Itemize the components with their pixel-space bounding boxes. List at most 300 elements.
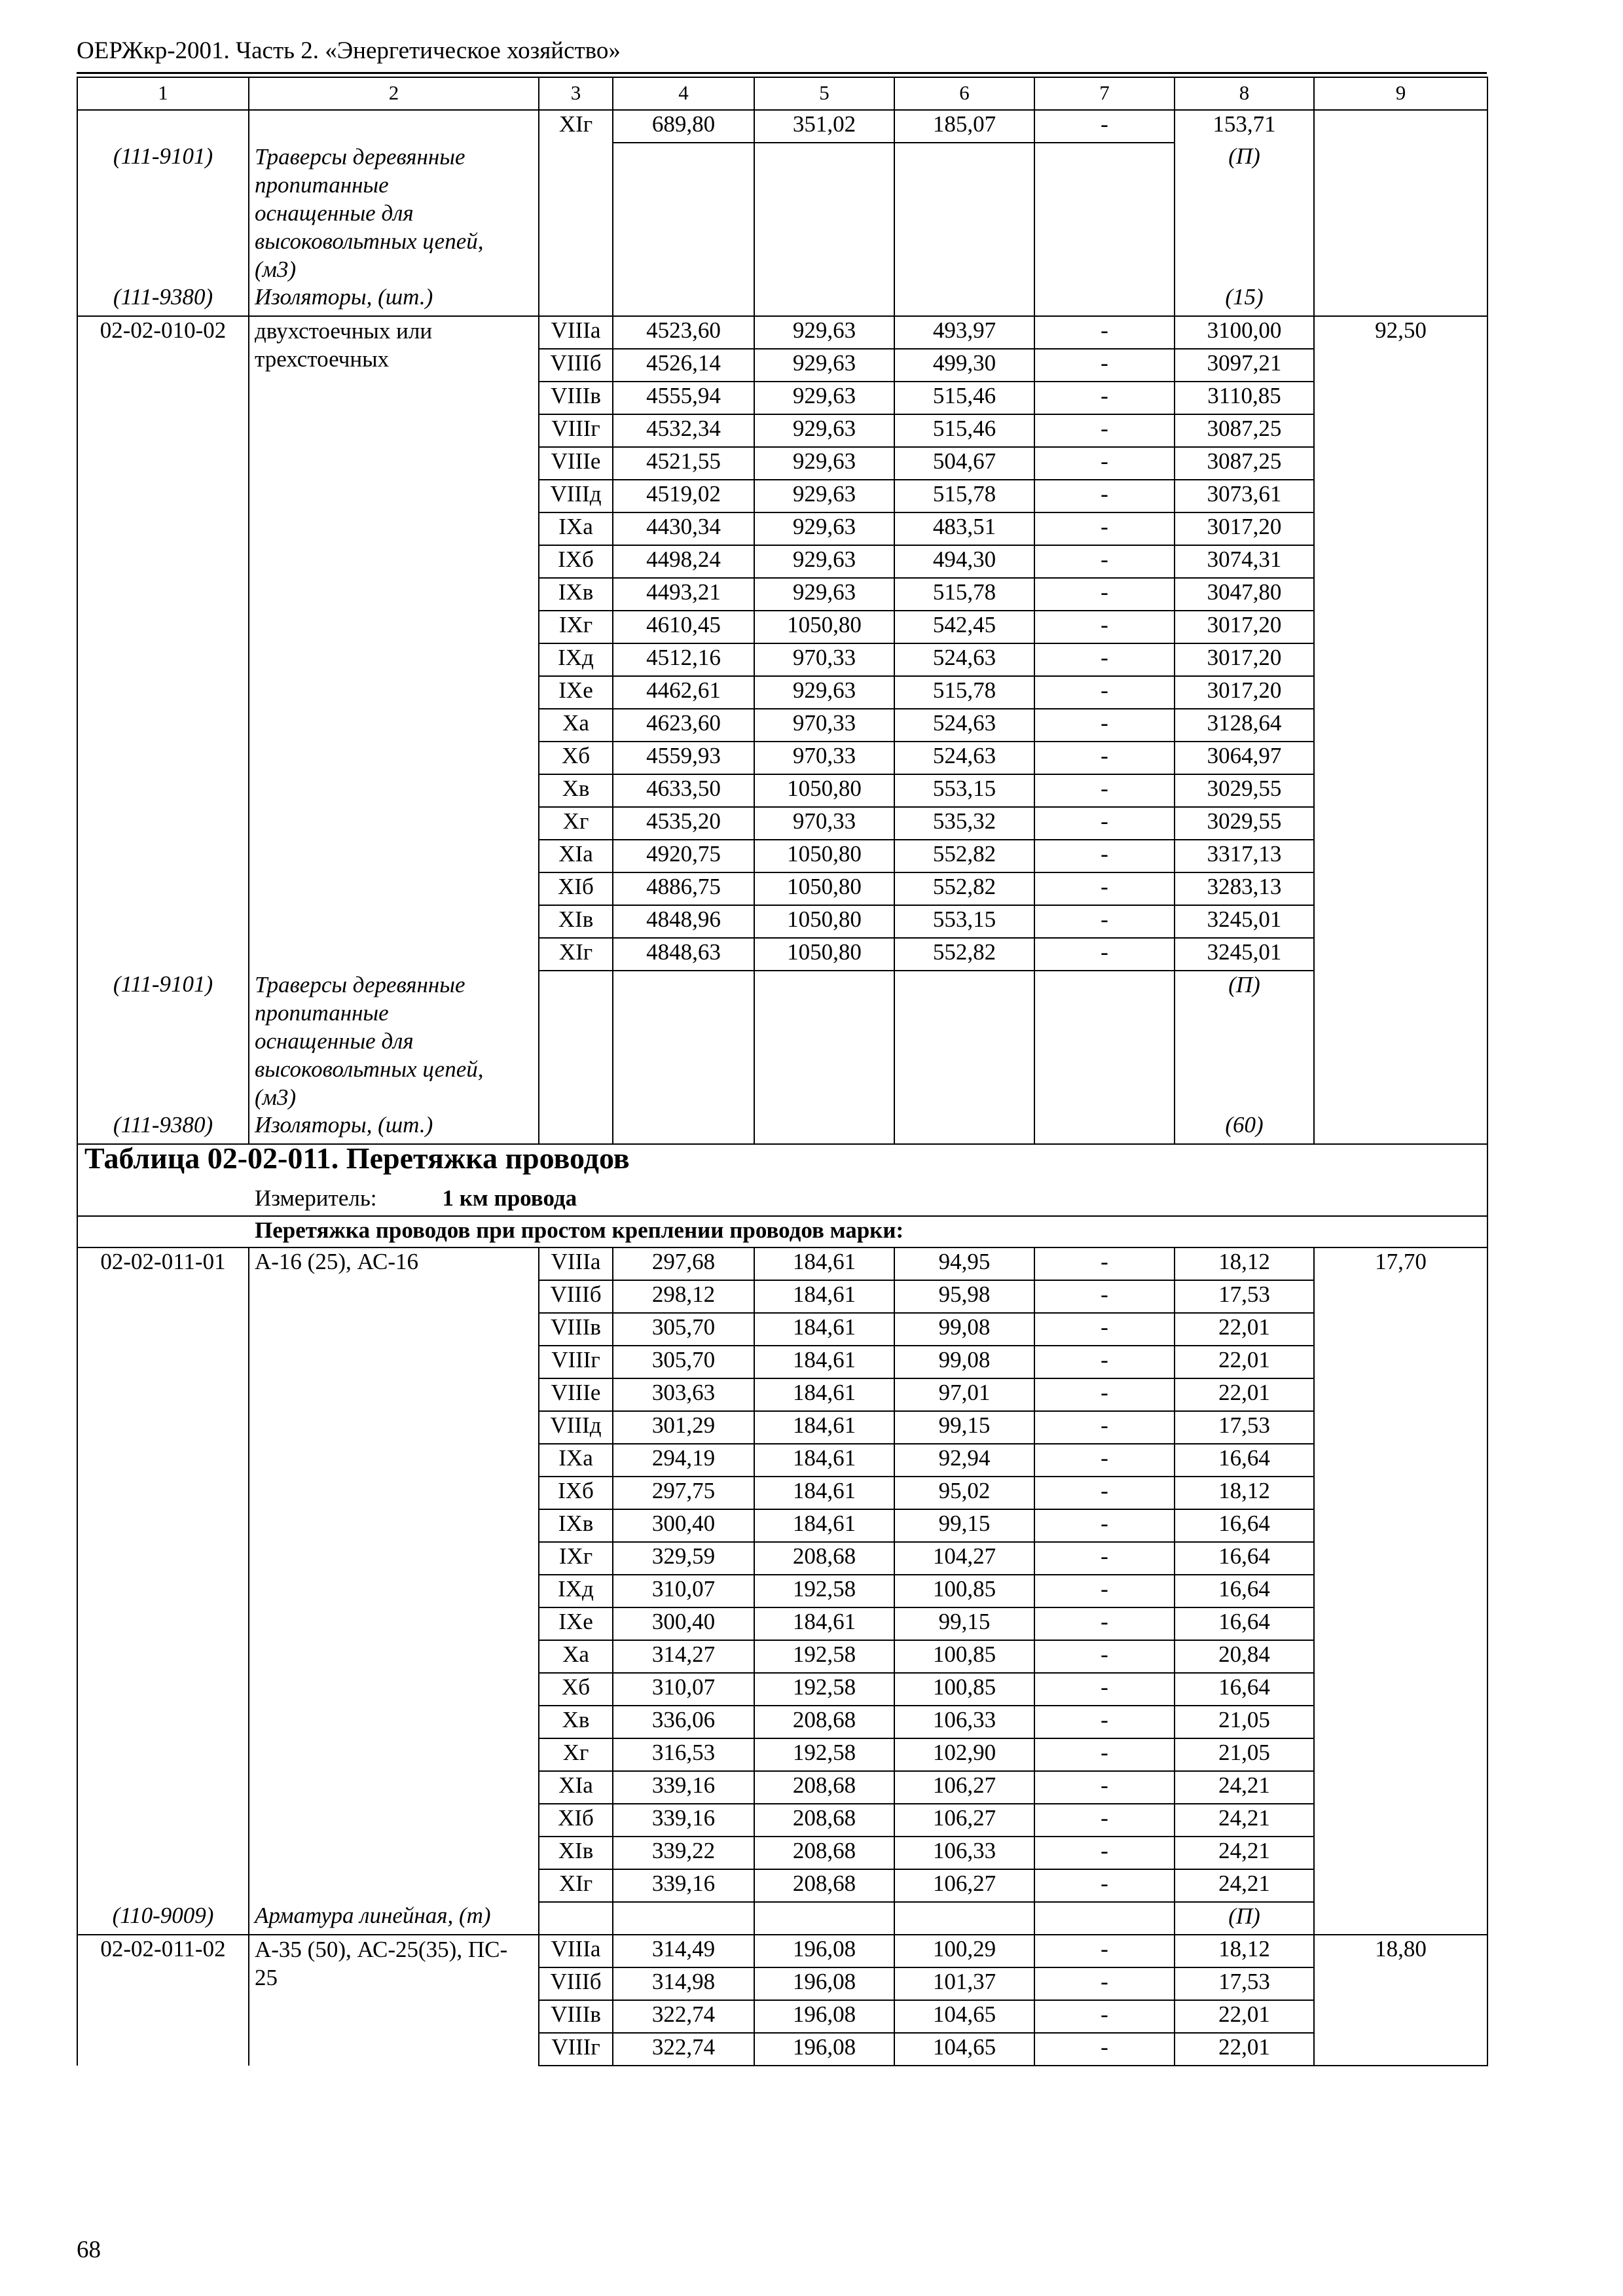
climate-zone-cell: VIIIе bbox=[539, 1378, 613, 1411]
materials-cost-cell: 3017,20 bbox=[1175, 676, 1314, 709]
cell-line: высоковольтных цепей, bbox=[255, 1056, 484, 1082]
materials-cost-cell: 3097,21 bbox=[1175, 349, 1314, 382]
material-name-cell: Изоляторы, (шт.) bbox=[249, 1111, 539, 1144]
climate-zone-cell: VIIIд bbox=[539, 1411, 613, 1444]
materials-cost-cell: 24,21 bbox=[1175, 1837, 1314, 1869]
wages-cell: 1050,80 bbox=[754, 938, 894, 971]
machinery-cell: 553,15 bbox=[894, 774, 1034, 807]
total-cost-cell: 4623,60 bbox=[613, 709, 754, 742]
machinery-cell: 104,65 bbox=[894, 2033, 1034, 2066]
total-cost-cell: 4462,61 bbox=[613, 676, 754, 709]
climate-zone-cell: Хв bbox=[539, 774, 613, 807]
machinery-cell: 493,97 bbox=[894, 316, 1034, 349]
drivers-wages-cell: - bbox=[1034, 349, 1175, 382]
header-rule bbox=[77, 72, 1487, 74]
wages-cell: 970,33 bbox=[754, 709, 894, 742]
material-qty-cell: (П) bbox=[1175, 971, 1314, 1111]
rate-code-cell: 02-02-011-01 bbox=[77, 1247, 249, 1902]
total-cost-cell: 4430,34 bbox=[613, 512, 754, 545]
wages-cell: 929,63 bbox=[754, 382, 894, 414]
empty-cell bbox=[613, 971, 754, 1144]
table-title-row bbox=[77, 1144, 1487, 1185]
drivers-wages-cell: - bbox=[1034, 1771, 1175, 1804]
machinery-cell: 515,78 bbox=[894, 480, 1034, 512]
machinery-cell: 97,01 bbox=[894, 1378, 1034, 1411]
rates-table bbox=[77, 77, 1488, 2066]
machinery-cell: 106,27 bbox=[894, 1804, 1034, 1837]
wages-cell: 184,61 bbox=[754, 1411, 894, 1444]
climate-zone-cell: Ха bbox=[539, 1640, 613, 1673]
rate-name-cell bbox=[249, 316, 539, 971]
total-cost-cell: 336,06 bbox=[613, 1706, 754, 1738]
total-cost-cell: 297,68 bbox=[613, 1247, 754, 1280]
materials-cost-cell: 22,01 bbox=[1175, 2000, 1314, 2033]
machinery-cell: 552,82 bbox=[894, 938, 1034, 971]
wages-cell: 196,08 bbox=[754, 2000, 894, 2033]
total-cost-cell: 339,16 bbox=[613, 1869, 754, 1902]
empty-cell bbox=[894, 1902, 1034, 1935]
column-number-row bbox=[77, 77, 1487, 110]
machinery-cell: 515,46 bbox=[894, 414, 1034, 447]
climate-zone-cell: Ха bbox=[539, 709, 613, 742]
materials-cost-cell: 3029,55 bbox=[1175, 774, 1314, 807]
wages-cell: 208,68 bbox=[754, 1706, 894, 1738]
climate-zone-cell: Хг bbox=[539, 1738, 613, 1771]
machinery-cell: 92,94 bbox=[894, 1444, 1034, 1477]
machinery-cell: 494,30 bbox=[894, 545, 1034, 578]
drivers-wages-cell: - bbox=[1034, 1706, 1175, 1738]
machinery-cell: 99,08 bbox=[894, 1346, 1034, 1378]
total-cost-cell: 339,16 bbox=[613, 1771, 754, 1804]
wages-cell: 192,58 bbox=[754, 1738, 894, 1771]
total-cost-cell: 339,16 bbox=[613, 1804, 754, 1837]
climate-zone-cell: VIIIа bbox=[539, 316, 613, 349]
climate-zone-cell: VIIIб bbox=[539, 1967, 613, 2000]
machinery-cell: 515,46 bbox=[894, 382, 1034, 414]
materials-cost-cell: 17,53 bbox=[1175, 1411, 1314, 1444]
column-number: 9 bbox=[1314, 77, 1487, 110]
drivers-wages-cell: - bbox=[1034, 1673, 1175, 1706]
wages-cell: 929,63 bbox=[754, 512, 894, 545]
total-cost-cell: 316,53 bbox=[613, 1738, 754, 1771]
materials-cost-cell: 3245,01 bbox=[1175, 905, 1314, 938]
empty-cell bbox=[754, 1902, 894, 1935]
drivers-wages-cell: - bbox=[1034, 611, 1175, 643]
drivers-wages-cell: - bbox=[1034, 480, 1175, 512]
wages-cell: 196,08 bbox=[754, 1935, 894, 1967]
climate-zone-cell: VIIIе bbox=[539, 447, 613, 480]
total-cost-cell: 322,74 bbox=[613, 2033, 754, 2066]
total-cost-cell: 322,74 bbox=[613, 2000, 754, 2033]
wages-cell: 929,63 bbox=[754, 578, 894, 611]
machinery-cell: 101,37 bbox=[894, 1967, 1034, 2000]
materials-cost-cell: 16,64 bbox=[1175, 1575, 1314, 1607]
machinery-cell: 535,32 bbox=[894, 807, 1034, 840]
cell-line: оснащенные для bbox=[255, 200, 414, 226]
machinery-cell: 515,78 bbox=[894, 578, 1034, 611]
wages-cell: 929,63 bbox=[754, 447, 894, 480]
labor-cell bbox=[1314, 110, 1487, 316]
materials-cost-cell: 17,53 bbox=[1175, 1967, 1314, 2000]
empty-cell bbox=[754, 971, 894, 1144]
materials-cost-cell: 3087,25 bbox=[1175, 414, 1314, 447]
machinery-cell: 524,63 bbox=[894, 742, 1034, 774]
cell-line: высоковольтных цепей, bbox=[255, 228, 484, 254]
wages-cell: 929,63 bbox=[754, 316, 894, 349]
column-number: 1 bbox=[77, 77, 249, 110]
materials-cost-cell: 16,64 bbox=[1175, 1444, 1314, 1477]
machinery-cell: 100,85 bbox=[894, 1640, 1034, 1673]
machinery-cell: 99,08 bbox=[894, 1313, 1034, 1346]
total-cost-cell: 339,22 bbox=[613, 1837, 754, 1869]
column-number: 5 bbox=[754, 77, 894, 110]
materials-cost-cell: 22,01 bbox=[1175, 2033, 1314, 2066]
total-cost-cell: 4920,75 bbox=[613, 840, 754, 872]
wages-cell: 192,58 bbox=[754, 1640, 894, 1673]
climate-zone-cell: ХIа bbox=[539, 840, 613, 872]
machinery-cell: 99,15 bbox=[894, 1411, 1034, 1444]
climate-zone-cell: VIIIв bbox=[539, 2000, 613, 2033]
total-cost-cell: 4848,63 bbox=[613, 938, 754, 971]
code-cell bbox=[77, 110, 249, 143]
drivers-wages-cell: - bbox=[1034, 2033, 1175, 2066]
rate-code-cell: 02-02-011-02 bbox=[77, 1935, 249, 2066]
wages-cell: 929,63 bbox=[754, 676, 894, 709]
material-name-cell bbox=[249, 971, 539, 1111]
materials-cost-cell: 21,05 bbox=[1175, 1738, 1314, 1771]
material-code-cell: (111-9101) bbox=[77, 971, 249, 1111]
climate-zone-cell: ХIг bbox=[539, 938, 613, 971]
climate-zone-cell: VIIIг bbox=[539, 2033, 613, 2066]
drivers-wages-cell: - bbox=[1034, 1837, 1175, 1869]
drivers-wages-cell: - bbox=[1034, 110, 1175, 143]
materials-cost-cell: 3283,13 bbox=[1175, 872, 1314, 905]
climate-zone-cell: VIIIб bbox=[539, 349, 613, 382]
total-cost-cell: 301,29 bbox=[613, 1411, 754, 1444]
climate-zone-cell: IХв bbox=[539, 1509, 613, 1542]
drivers-wages-cell: - bbox=[1034, 1804, 1175, 1837]
drivers-wages-cell: - bbox=[1034, 1346, 1175, 1378]
materials-cost-cell: 22,01 bbox=[1175, 1346, 1314, 1378]
climate-zone-cell: ХIа bbox=[539, 1771, 613, 1804]
wages-cell: 208,68 bbox=[754, 1542, 894, 1575]
drivers-wages-cell: - bbox=[1034, 1280, 1175, 1313]
drivers-wages-cell: - bbox=[1034, 1411, 1175, 1444]
cell-line: трехстоечных bbox=[255, 346, 390, 372]
material-code-cell: (111-9380) bbox=[77, 1111, 249, 1144]
total-cost-cell: 310,07 bbox=[613, 1673, 754, 1706]
climate-zone-cell: IХб bbox=[539, 545, 613, 578]
climate-zone-cell: IХг bbox=[539, 611, 613, 643]
machinery-cell: 524,63 bbox=[894, 643, 1034, 676]
climate-zone-cell: VIIIд bbox=[539, 480, 613, 512]
drivers-wages-cell: - bbox=[1034, 382, 1175, 414]
climate-zone-cell: Хб bbox=[539, 1673, 613, 1706]
climate-zone-cell: IХе bbox=[539, 676, 613, 709]
material-qty-cell: (60) bbox=[1175, 1111, 1314, 1144]
rate-name-cell bbox=[249, 1935, 539, 2066]
materials-cost-cell: 22,01 bbox=[1175, 1378, 1314, 1411]
labor-cost-cell: 92,50 bbox=[1314, 316, 1487, 1144]
material-row bbox=[77, 1902, 1487, 1935]
climate-zone-cell: VIIIа bbox=[539, 1935, 613, 1967]
drivers-wages-cell: - bbox=[1034, 2000, 1175, 2033]
drivers-wages-cell: - bbox=[1034, 578, 1175, 611]
total-cost-cell: 329,59 bbox=[613, 1542, 754, 1575]
total-cost-cell: 4519,02 bbox=[613, 480, 754, 512]
material-code-cell: (110-9009) bbox=[77, 1902, 249, 1935]
empty-cell bbox=[613, 143, 754, 316]
climate-zone-cell: Хб bbox=[539, 742, 613, 774]
subheading-row bbox=[77, 1216, 1487, 1247]
climate-zone-cell: Хв bbox=[539, 1706, 613, 1738]
total-cost-cell: 300,40 bbox=[613, 1607, 754, 1640]
empty-cell bbox=[539, 143, 613, 316]
total-cost-cell: 4526,14 bbox=[613, 349, 754, 382]
machinery-cell: 99,15 bbox=[894, 1607, 1034, 1640]
cell-line: (м3) bbox=[255, 1085, 297, 1110]
wages-cell: 351,02 bbox=[754, 110, 894, 143]
climate-zone-cell: ХIб bbox=[539, 872, 613, 905]
total-cost-cell: 689,80 bbox=[613, 110, 754, 143]
machinery-cell: 99,15 bbox=[894, 1509, 1034, 1542]
column-number: 4 bbox=[613, 77, 754, 110]
climate-zone-cell: VIIIб bbox=[539, 1280, 613, 1313]
climate-zone-cell: ХIв bbox=[539, 905, 613, 938]
total-cost-cell: 4559,93 bbox=[613, 742, 754, 774]
materials-cost-cell: 3073,61 bbox=[1175, 480, 1314, 512]
wages-cell: 184,61 bbox=[754, 1247, 894, 1280]
wages-cell: 208,68 bbox=[754, 1804, 894, 1837]
material-code-cell: (111-9101) bbox=[77, 143, 249, 283]
material-name-cell: Арматура линейная, (т) bbox=[249, 1902, 539, 1935]
machinery-cell: 552,82 bbox=[894, 872, 1034, 905]
machinery-cell: 106,27 bbox=[894, 1869, 1034, 1902]
material-qty-cell: (П) bbox=[1175, 1902, 1314, 1935]
machinery-cell: 106,33 bbox=[894, 1706, 1034, 1738]
climate-zone-cell: VIIIв bbox=[539, 1313, 613, 1346]
materials-cost-cell: 3317,13 bbox=[1175, 840, 1314, 872]
materials-cost-cell: 18,12 bbox=[1175, 1935, 1314, 1967]
table-row bbox=[77, 1935, 1487, 1967]
material-qty-cell: (П) bbox=[1175, 143, 1314, 283]
name-cell bbox=[249, 110, 539, 143]
total-cost-cell: 303,63 bbox=[613, 1378, 754, 1411]
drivers-wages-cell: - bbox=[1034, 938, 1175, 971]
measure-cell bbox=[77, 1185, 1487, 1216]
total-cost-cell: 4886,75 bbox=[613, 872, 754, 905]
materials-cost-cell: 3047,80 bbox=[1175, 578, 1314, 611]
drivers-wages-cell: - bbox=[1034, 807, 1175, 840]
table-title: Таблица 02-02-011. Перетяжка проводов bbox=[77, 1144, 1487, 1185]
machinery-cell: 102,90 bbox=[894, 1738, 1034, 1771]
machinery-cell: 515,78 bbox=[894, 676, 1034, 709]
cell-line: двухстоечных или bbox=[255, 318, 433, 344]
wages-cell: 970,33 bbox=[754, 742, 894, 774]
table-row bbox=[77, 110, 1487, 143]
materials-cost-cell: 16,64 bbox=[1175, 1607, 1314, 1640]
materials-cost-cell: 18,12 bbox=[1175, 1477, 1314, 1509]
machinery-cell: 104,65 bbox=[894, 2000, 1034, 2033]
total-cost-cell: 4532,34 bbox=[613, 414, 754, 447]
materials-cost-cell: 16,64 bbox=[1175, 1673, 1314, 1706]
total-cost-cell: 4633,50 bbox=[613, 774, 754, 807]
column-number: 7 bbox=[1034, 77, 1175, 110]
page-number: 68 bbox=[77, 2236, 101, 2263]
machinery-cell: 552,82 bbox=[894, 840, 1034, 872]
wages-cell: 184,61 bbox=[754, 1346, 894, 1378]
machinery-cell: 483,51 bbox=[894, 512, 1034, 545]
machinery-cell: 104,27 bbox=[894, 1542, 1034, 1575]
total-cost-cell: 305,70 bbox=[613, 1346, 754, 1378]
drivers-wages-cell: - bbox=[1034, 1640, 1175, 1673]
materials-cost-cell: 3029,55 bbox=[1175, 807, 1314, 840]
materials-cost-cell: 3017,20 bbox=[1175, 643, 1314, 676]
drivers-wages-cell: - bbox=[1034, 1444, 1175, 1477]
rate-code-cell: 02-02-010-02 bbox=[77, 316, 249, 971]
wages-cell: 970,33 bbox=[754, 643, 894, 676]
empty-cell bbox=[754, 143, 894, 316]
empty-cell bbox=[539, 1902, 613, 1935]
machinery-cell: 95,98 bbox=[894, 1280, 1034, 1313]
cell-line: оснащенные для bbox=[255, 1028, 414, 1054]
cell-line: пропитанные bbox=[255, 1000, 389, 1026]
wages-cell: 184,61 bbox=[754, 1509, 894, 1542]
climate-zone-cell: VIIIв bbox=[539, 382, 613, 414]
drivers-wages-cell: - bbox=[1034, 1607, 1175, 1640]
empty-cell bbox=[539, 971, 613, 1144]
machinery-cell: 504,67 bbox=[894, 447, 1034, 480]
climate-zone-cell: ХIг bbox=[539, 110, 613, 143]
wages-cell: 929,63 bbox=[754, 480, 894, 512]
materials-cost-cell: 17,53 bbox=[1175, 1280, 1314, 1313]
material-qty-cell: (15) bbox=[1175, 283, 1314, 316]
wages-cell: 1050,80 bbox=[754, 611, 894, 643]
measure-value: 1 км провода bbox=[442, 1185, 577, 1211]
drivers-wages-cell: - bbox=[1034, 742, 1175, 774]
climate-zone-cell: VIIIг bbox=[539, 1346, 613, 1378]
cell-line: А-35 (50), АС-25(35), ПС- bbox=[255, 1937, 508, 1962]
materials-cost-cell: 21,05 bbox=[1175, 1706, 1314, 1738]
total-cost-cell: 314,49 bbox=[613, 1935, 754, 1967]
machinery-cell: 100,85 bbox=[894, 1575, 1034, 1607]
drivers-wages-cell: - bbox=[1034, 840, 1175, 872]
drivers-wages-cell: - bbox=[1034, 872, 1175, 905]
total-cost-cell: 314,98 bbox=[613, 1967, 754, 2000]
climate-zone-cell: IХв bbox=[539, 578, 613, 611]
total-cost-cell: 4535,20 bbox=[613, 807, 754, 840]
cell-line: Траверсы деревянные bbox=[255, 144, 465, 170]
wages-cell: 184,61 bbox=[754, 1477, 894, 1509]
drivers-wages-cell: - bbox=[1034, 1575, 1175, 1607]
drivers-wages-cell: - bbox=[1034, 1935, 1175, 1967]
machinery-cell: 94,95 bbox=[894, 1247, 1034, 1280]
machinery-cell: 95,02 bbox=[894, 1477, 1034, 1509]
total-cost-cell: 298,12 bbox=[613, 1280, 754, 1313]
column-number: 2 bbox=[249, 77, 539, 110]
drivers-wages-cell: - bbox=[1034, 1869, 1175, 1902]
table-row bbox=[77, 316, 1487, 349]
measure-row bbox=[77, 1185, 1487, 1216]
total-cost-cell: 297,75 bbox=[613, 1477, 754, 1509]
drivers-wages-cell: - bbox=[1034, 545, 1175, 578]
column-number: 3 bbox=[539, 77, 613, 110]
materials-cost-cell: 3074,31 bbox=[1175, 545, 1314, 578]
cell-line: Траверсы деревянные bbox=[255, 972, 465, 997]
climate-zone-cell: ХIг bbox=[539, 1869, 613, 1902]
total-cost-cell: 310,07 bbox=[613, 1575, 754, 1607]
drivers-wages-cell: - bbox=[1034, 1378, 1175, 1411]
climate-zone-cell: ХIв bbox=[539, 1837, 613, 1869]
machinery-cell: 185,07 bbox=[894, 110, 1034, 143]
total-cost-cell: 4498,24 bbox=[613, 545, 754, 578]
wages-cell: 208,68 bbox=[754, 1771, 894, 1804]
wages-cell: 192,58 bbox=[754, 1575, 894, 1607]
drivers-wages-cell: - bbox=[1034, 316, 1175, 349]
drivers-wages-cell: - bbox=[1034, 1967, 1175, 2000]
material-name-cell: Изоляторы, (шт.) bbox=[249, 283, 539, 316]
climate-zone-cell: IХд bbox=[539, 643, 613, 676]
climate-zone-cell: IХе bbox=[539, 1607, 613, 1640]
labor-cost-cell: 17,70 bbox=[1314, 1247, 1487, 1935]
materials-cost-cell: 16,64 bbox=[1175, 1509, 1314, 1542]
climate-zone-cell: IХг bbox=[539, 1542, 613, 1575]
climate-zone-cell: IХа bbox=[539, 512, 613, 545]
total-cost-cell: 314,27 bbox=[613, 1640, 754, 1673]
drivers-wages-cell: - bbox=[1034, 1509, 1175, 1542]
cell-line: пропитанные bbox=[255, 172, 389, 198]
cell-line: 25 bbox=[255, 1965, 278, 1990]
labor-cost-cell: 18,80 bbox=[1314, 1935, 1487, 2066]
drivers-wages-cell: - bbox=[1034, 1542, 1175, 1575]
materials-cost-cell: 3087,25 bbox=[1175, 447, 1314, 480]
wages-cell: 192,58 bbox=[754, 1673, 894, 1706]
empty-cell bbox=[1034, 1902, 1175, 1935]
table-row bbox=[77, 1247, 1487, 1280]
wages-cell: 1050,80 bbox=[754, 872, 894, 905]
machinery-cell: 100,85 bbox=[894, 1673, 1034, 1706]
materials-cost-cell: 3100,00 bbox=[1175, 316, 1314, 349]
machinery-cell: 542,45 bbox=[894, 611, 1034, 643]
climate-zone-cell: IХб bbox=[539, 1477, 613, 1509]
machinery-cell: 106,33 bbox=[894, 1837, 1034, 1869]
machinery-cell: 524,63 bbox=[894, 709, 1034, 742]
materials-cost-cell: 3245,01 bbox=[1175, 938, 1314, 971]
climate-zone-cell: VIIIг bbox=[539, 414, 613, 447]
total-cost-cell: 4848,96 bbox=[613, 905, 754, 938]
total-cost-cell: 4493,21 bbox=[613, 578, 754, 611]
column-number: 8 bbox=[1175, 77, 1314, 110]
empty-cell bbox=[894, 143, 1034, 316]
drivers-wages-cell: - bbox=[1034, 414, 1175, 447]
empty-cell bbox=[613, 1902, 754, 1935]
wages-cell: 1050,80 bbox=[754, 905, 894, 938]
materials-cost-cell: 24,21 bbox=[1175, 1869, 1314, 1902]
material-code-cell: (111-9380) bbox=[77, 283, 249, 316]
wages-cell: 970,33 bbox=[754, 807, 894, 840]
total-cost-cell: 294,19 bbox=[613, 1444, 754, 1477]
climate-zone-cell: IХд bbox=[539, 1575, 613, 1607]
page-header: ОЕРЖкр-2001. Часть 2. «Энергетическое хозяйство» bbox=[77, 37, 621, 64]
drivers-wages-cell: - bbox=[1034, 905, 1175, 938]
total-cost-cell: 305,70 bbox=[613, 1313, 754, 1346]
measure-label: Измеритель: bbox=[255, 1185, 377, 1211]
total-cost-cell: 4512,16 bbox=[613, 643, 754, 676]
drivers-wages-cell: - bbox=[1034, 512, 1175, 545]
drivers-wages-cell: - bbox=[1034, 447, 1175, 480]
subheading-cell: Перетяжка проводов при простом креплении проводов марки: bbox=[77, 1216, 1487, 1247]
drivers-wages-cell: - bbox=[1034, 1313, 1175, 1346]
